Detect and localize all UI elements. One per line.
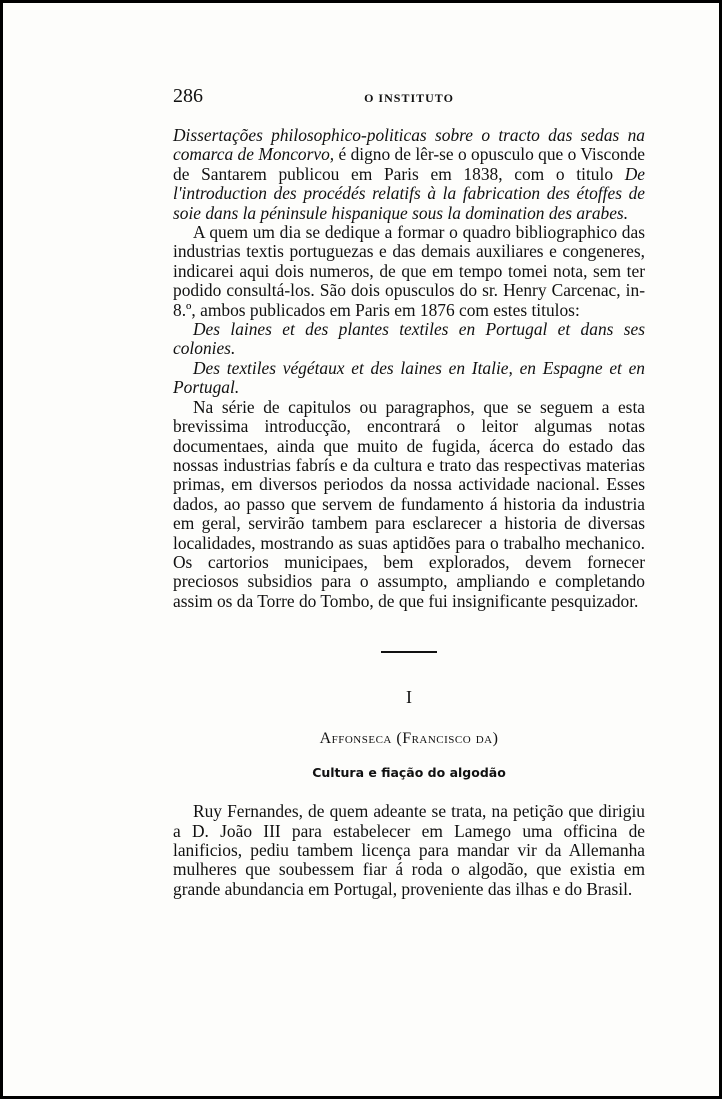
page-number: 286	[173, 85, 203, 107]
running-title: O INSTITUTO	[364, 91, 454, 105]
paragraph-series: Na série de capitulos ou paragraphos, que se seguem a esta brevissima introducção, encontrará o leitor algumas notas documentaes, ainda que muito de fugida, ácerca do estado das nossas industrias fabrís e da cultura e trato das respectivas materias primas, em diversos periodos da nossa actividade nacional. Esses dados, ao passo que servem de fundamento á historia da industria em geral, servirão tambem para esclarecer a historia de diversas localidades, mostrando as suas aptidões para o trabalho mechanico. Os cartorios municipaes, bem explorados, devem fornecer preciosos subsidios para o assumpto, ampliando e completando assim os da Torre do Tombo, de que fui insignificante pesquizador.	[173, 396, 645, 611]
paragraph-bibliography: A quem um dia se dedique a formar o quadro bibliographico das industrias textis portuguezas e das demais auxiliares e congeneres, indicarei aqui dois numeros, de que em tempo tomei nota, sem ter podido consultá-los. São dois opusculos do sr. Henry Carcenac, in-8.º, ambos publicados em Paris em 1876 com estes titulos:	[173, 222, 645, 320]
section-title	[173, 730, 645, 748]
italic-dissertation-title: Dissertações philosophico-politicas sobre o tracto das sedas na comarca de Moncorvo,	[173, 125, 645, 165]
section-title-name: Affonseca	[319, 730, 392, 748]
italic-work-title: De l'introduction des procédés relatifs à la fabrication des étoffes de soie dans la péninsule hispanique sous la domination des arabes.	[173, 163, 645, 223]
section-title-suffix: (Francisco da)	[396, 730, 499, 748]
page-body	[173, 126, 645, 899]
section-subtitle: Cultura e fiação do algodão	[312, 765, 506, 781]
paragraph-cotton: Ruy Fernandes, de quem adeante se trata, na petição que dirigiu a D. João III para estabelecer em Lamego uma officina de lanificios, pediu tambem licença para mandar vir da Allemanha mulheres que soubessem fiar á roda o algodão, que existia em grande abundancia em Portugal, proveniente das ilhas e do Brasil.	[173, 801, 645, 899]
paragraph-intro	[173, 126, 645, 223]
cited-title-2: Des textiles végétaux et des laines en Italie, en Espagne et en Portugal.	[173, 357, 645, 398]
cited-title-1: Des laines et des plantes textiles en Portugal et dans ses colonies.	[173, 319, 645, 359]
section-number: I	[406, 687, 412, 708]
paragraph-intro-text: é digno de lêr-se o opusculo que o Visconde de Santarem publicou em Paris em 1838, com o titulo	[173, 144, 645, 184]
section-divider	[381, 651, 437, 653]
page-header	[173, 85, 645, 113]
